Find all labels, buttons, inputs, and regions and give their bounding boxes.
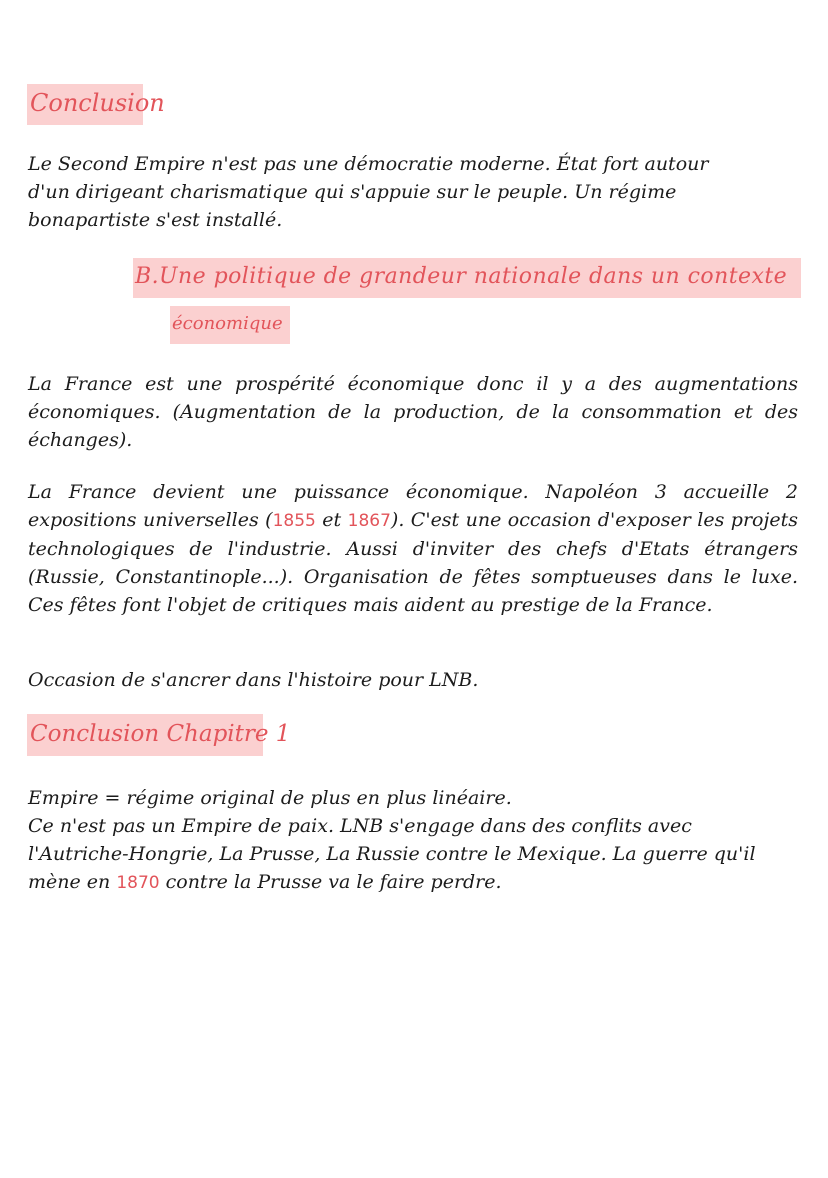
wars-paragraph (28, 812, 788, 897)
section-b-heading-line2: économique (172, 313, 283, 334)
section-b-heading-line1: B.Une politique de grandeur nationale dans un contexte (135, 264, 788, 289)
paragraph-text-and: et (315, 509, 348, 531)
wars-text-end: contre la Prusse va le faire perdre. (159, 871, 502, 893)
prosperity-paragraph: La France est une prospérité économique donc il y a des augmentations économiques. (Augmentation de la production, de la consommation et des échanges). (28, 373, 798, 451)
lnb-history-paragraph: Occasion de s'ancrer dans l'histoire pour LNB. (28, 669, 479, 691)
paragraph-text-start: La France devient une puissance économique. Napoléon 3 accueille 2 expositions universelles ( (28, 481, 798, 531)
year-1870: 1870 (116, 873, 160, 893)
paragraph-text-end: ). C'est une occasion d'exposer les projets technologiques de l'industrie. Aussi d'inviter des chefs d'Etats étrangers (Russie, Constantinople...). Organisation de fêtes somptueuses dans le luxe. Ces fêtes font l'objet de critiques mais aident au prestige de la France. (28, 509, 798, 616)
year-1855: 1855 (272, 511, 316, 531)
conclusion-chapitre-title: Conclusion Chapitre 1 (30, 721, 291, 747)
economic-power-paragraph (28, 478, 798, 619)
year-1867: 1867 (347, 511, 391, 531)
empire-definition-line: Empire = régime original de plus en plus linéaire. (28, 787, 512, 809)
conclusion-title: Conclusion (30, 89, 165, 117)
conclusion-paragraph: Le Second Empire n'est pas une démocratie moderne. État fort autour d'un dirigeant charismatique qui s'appuie sur le peuple. Un régime bonapartiste s'est installé. (28, 153, 709, 231)
wars-text-start: Ce n'est pas un Empire de paix. LNB s'engage dans des conflits avec l'Autriche-Hongrie, La Prusse, La Russie contre le Mexique. La guerre qu'il mène en (28, 815, 756, 893)
